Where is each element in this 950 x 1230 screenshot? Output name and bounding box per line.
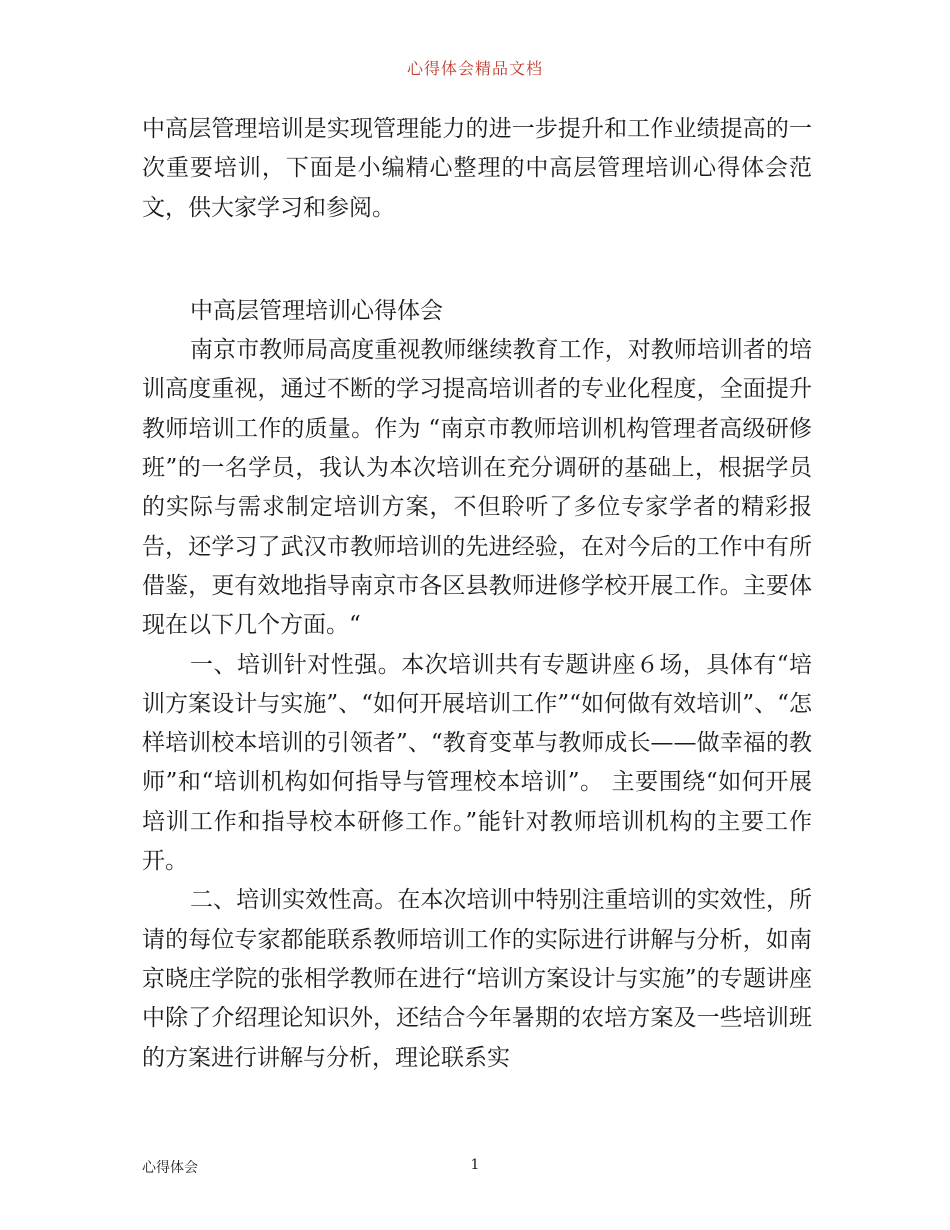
section-spacer [142, 228, 812, 292]
footer-label: 心得体会 [142, 1160, 198, 1176]
page-number: 1 [470, 1157, 480, 1173]
document-body [142, 110, 812, 1078]
body-paragraph: 二、培训实效性高。在本次培训中特别注重培训的实效性，所请的每位专家都能联系教师培训工作的实际进行讲解与分析，如南京晓庄学院的张相学教师在进行“培训方案设计与实施”的专题讲座中除了介绍理论知识外，还结合今年暑期的农培方案及一些培训班的方案进行讲解与分析，理论联系实 [142, 887, 812, 1071]
intro-paragraph: 中高层管理培训是实现管理能力的进一步提升和工作业绩提高的一次重要培训，下面是小编精心整理的中高层管理培训心得体会范文，供大家学习和参阅。 [142, 116, 812, 221]
page-header-title: 心得体会精品文档 [406, 59, 543, 78]
section-subtitle: 中高层管理培训心得体会 [190, 297, 443, 324]
body-paragraph: 一、培训针对性强。本次培训共有专题讲座６场，具体有“培训方案设计与实施”、“如何开展培训工作”“如何做有效培训”、“怎样培训校本培训的引领者”、“教育变革与教师成长——做幸福的教师”和“培训机构如何指导与管理校本培训”。 主要围绕“如何开展培训工作和指导校本研修工作。”能针对教师培训机构的主要工作开。 [142, 651, 812, 875]
body-paragraph: 南京市教师局高度重视教师继续教育工作，对教师培训者的培训高度重视，通过不断的学习提高培训者的专业化程度，全面提升教师培训工作的质量。作为 “南京市教师培训机构管理者高级研修班”的一名学员，我认为本次培训在充分调研的基础上，根据学员的实际与需求制定培训方案，不但聆听了多位专家学者的精彩报告，还学习了武汉市教师培训的先进经验，在对今后的工作中有所借鉴，更有效地指导南京市各区县教师进修学校开展工作。主要体现在以下几个方面。“ [142, 337, 812, 639]
